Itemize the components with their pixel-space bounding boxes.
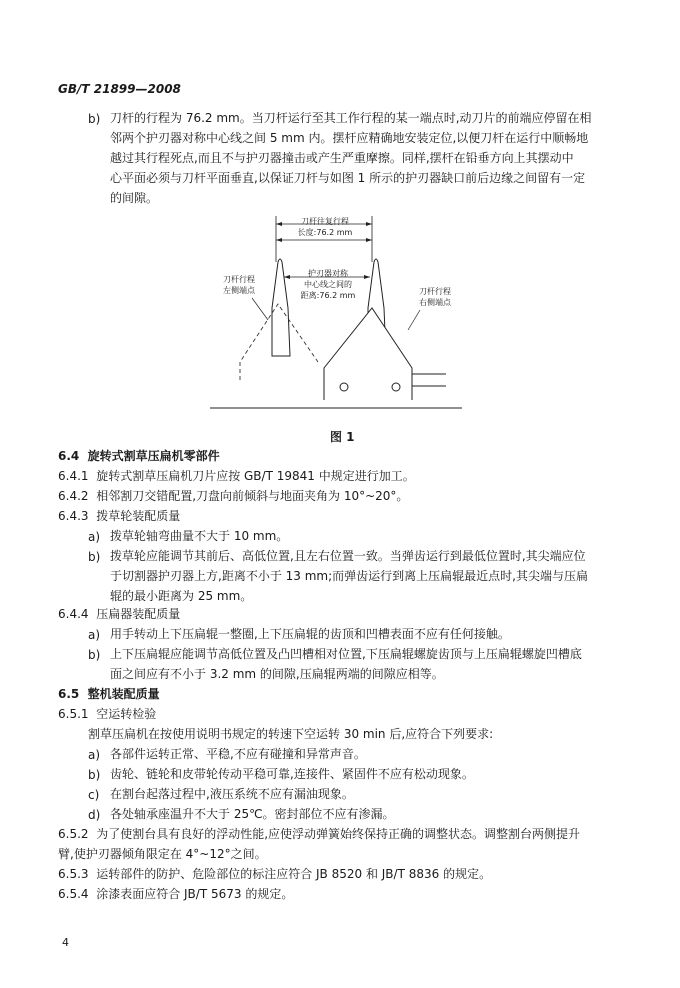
section-6-5 [58, 684, 160, 704]
left-label-line1: 刀杆行程 [223, 275, 255, 284]
item-b-text [110, 108, 630, 208]
right-label-line1: 刀杆行程 [419, 287, 451, 296]
section-line [58, 824, 638, 844]
section-title: 拨草轮装配质量 [96, 509, 181, 523]
section-intro: 割草压扁机在按使用说明书规定的转速下空运转 30 min 后,应符合下列要求: [88, 727, 494, 741]
item-text: 齿轮、链轮和皮带轮传动平稳可靠,连接件、紧固件不应有松动现象。 [110, 767, 474, 781]
section-line: 臂,使护刃器倾角限定在 4°~12°之间。 [58, 847, 267, 861]
item-label: d) [88, 808, 101, 822]
item-b-line: 邻两个护刃器对称中心线之间 5 mm 内。摆杆应精确地安装定位,以便刀杆在运行中顺畅地 [110, 131, 589, 145]
item-line: 辊的最小距离为 25 mm。 [110, 589, 253, 603]
figure-1 [200, 212, 470, 412]
item-b-label: b) [88, 112, 101, 126]
section-number: 6.5 [58, 687, 80, 701]
center-label-line3: 距离:76.2 mm [300, 291, 356, 300]
section-text: 涂漆表面应符合 JB/T 5673 的规定。 [96, 887, 294, 901]
section-6-5-4 [58, 884, 293, 904]
section-text: 为了使割台具有良好的浮动性能,应使浮动弹簧始终保持正确的调整状态。调整割台两侧提升 [96, 827, 581, 841]
center-label-line2: 中心线之间的 [304, 280, 352, 289]
item-text: 用手转动上下压扁辊一整圈,上下压扁辊的齿顶和凹槽表面不应有任何接触。 [110, 627, 510, 641]
item-label: c) [88, 788, 100, 802]
stroke-length-label [280, 216, 370, 238]
item-line: 面之间应有不小于 3.2 mm 的间隙,压扁辊两端的间隙应相等。 [110, 667, 444, 681]
section-6-5-1 [58, 704, 156, 724]
stroke-label-line2: 长度:76.2 mm [297, 228, 353, 237]
section-number: 6.4.1 [58, 469, 89, 483]
section-6-5-2 [58, 824, 638, 864]
section-text: 相邻割刀交错配置,刀盘向前倾斜与地面夹角为 10°~20°。 [96, 489, 409, 503]
item-text: 在割台起落过程中,液压系统不应有漏油现象。 [110, 787, 354, 801]
item-text: 拨草轮轴弯曲量不大于 10 mm。 [110, 529, 289, 543]
item-label: a) [88, 628, 101, 642]
section-title: 旋转式割草压扁机零部件 [87, 449, 220, 463]
item-text [110, 644, 630, 684]
section-6-4 [58, 446, 220, 466]
section-number: 6.4 [58, 449, 80, 463]
section-number: 6.5.2 [58, 827, 89, 841]
section-number: 6.4.3 [58, 509, 89, 523]
item-b-line: 刀杆的行程为 76.2 mm。当刀杆运行至其工作行程的某一端点时,动刀片的前端应停留在相 [110, 111, 592, 125]
section-number: 6.4.4 [58, 607, 89, 621]
item-label: a) [88, 748, 101, 762]
right-end-label [410, 286, 460, 308]
item-label: a) [88, 530, 101, 544]
center-distance-label [288, 268, 368, 301]
item-line: 于切割器护刃器上方,距离不小于 13 mm;而弹齿运行到离上压扁辊最近点时,其尖端与压扁 [110, 569, 588, 583]
section-6-4-2 [58, 486, 408, 506]
stroke-label-line1: 刀杆往复行程 [301, 217, 349, 226]
figure-caption: 图 1 [330, 430, 355, 444]
section-6-5-3 [58, 864, 491, 884]
item-label: b) [88, 550, 101, 564]
left-end-label [214, 274, 264, 296]
item-line: 拨草轮应能调节其前后、高低位置,且左右位置一致。当弹齿运行到最低位置时,其尖端应位 [110, 549, 586, 563]
item-label: b) [88, 768, 101, 782]
section-title: 压扁器装配质量 [96, 607, 181, 621]
section-6-4-3 [58, 506, 180, 526]
item-text [110, 546, 630, 606]
item-b-line: 的间隙。 [110, 191, 159, 205]
left-label-line2: 左侧端点 [223, 286, 255, 295]
center-label-line1: 护刃器对称 [308, 269, 348, 278]
section-number: 6.5.1 [58, 707, 89, 721]
item-text: 各部件运转正常、平稳,不应有碰撞和异常声音。 [110, 747, 366, 761]
item-line: 上下压扁辊应能调节高低位置及凸凹槽相对位置,下压扁辊螺旋齿顶与上压扁辊螺旋凹槽底 [110, 647, 582, 661]
section-6-4-4 [58, 604, 180, 624]
section-title: 整机装配质量 [87, 687, 160, 701]
section-text: 运转部件的防护、危险部位的标注应符合 JB 8520 和 JB/T 8836 的规定。 [96, 867, 492, 881]
section-number: 6.4.2 [58, 489, 89, 503]
item-b-line: 心平面必须与刀杆平面垂直,以保证刀杆与如图 1 所示的护刃器缺口前后边缘之间留有一定 [110, 171, 586, 185]
standard-number-header: GB/T 21899—2008 [58, 82, 181, 96]
item-label: b) [88, 648, 101, 662]
section-text: 旋转式割草压扁机刀片应按 GB/T 19841 中规定进行加工。 [96, 469, 415, 483]
section-number: 6.5.3 [58, 867, 89, 881]
item-b-line: 越过其行程死点,而且不与护刃器撞击或产生严重摩擦。同样,摆杆在铅垂方向上其摆动中 [110, 151, 574, 165]
section-6-4-1 [58, 466, 415, 486]
section-title: 空运转检验 [96, 707, 157, 721]
knife-guard-diagram [200, 212, 470, 412]
section-number: 6.5.4 [58, 887, 89, 901]
page-number: 4 [62, 936, 69, 949]
right-label-line2: 右侧端点 [419, 298, 451, 307]
item-text: 各处轴承座温升不大于 25℃。密封部位不应有渗漏。 [110, 807, 395, 821]
